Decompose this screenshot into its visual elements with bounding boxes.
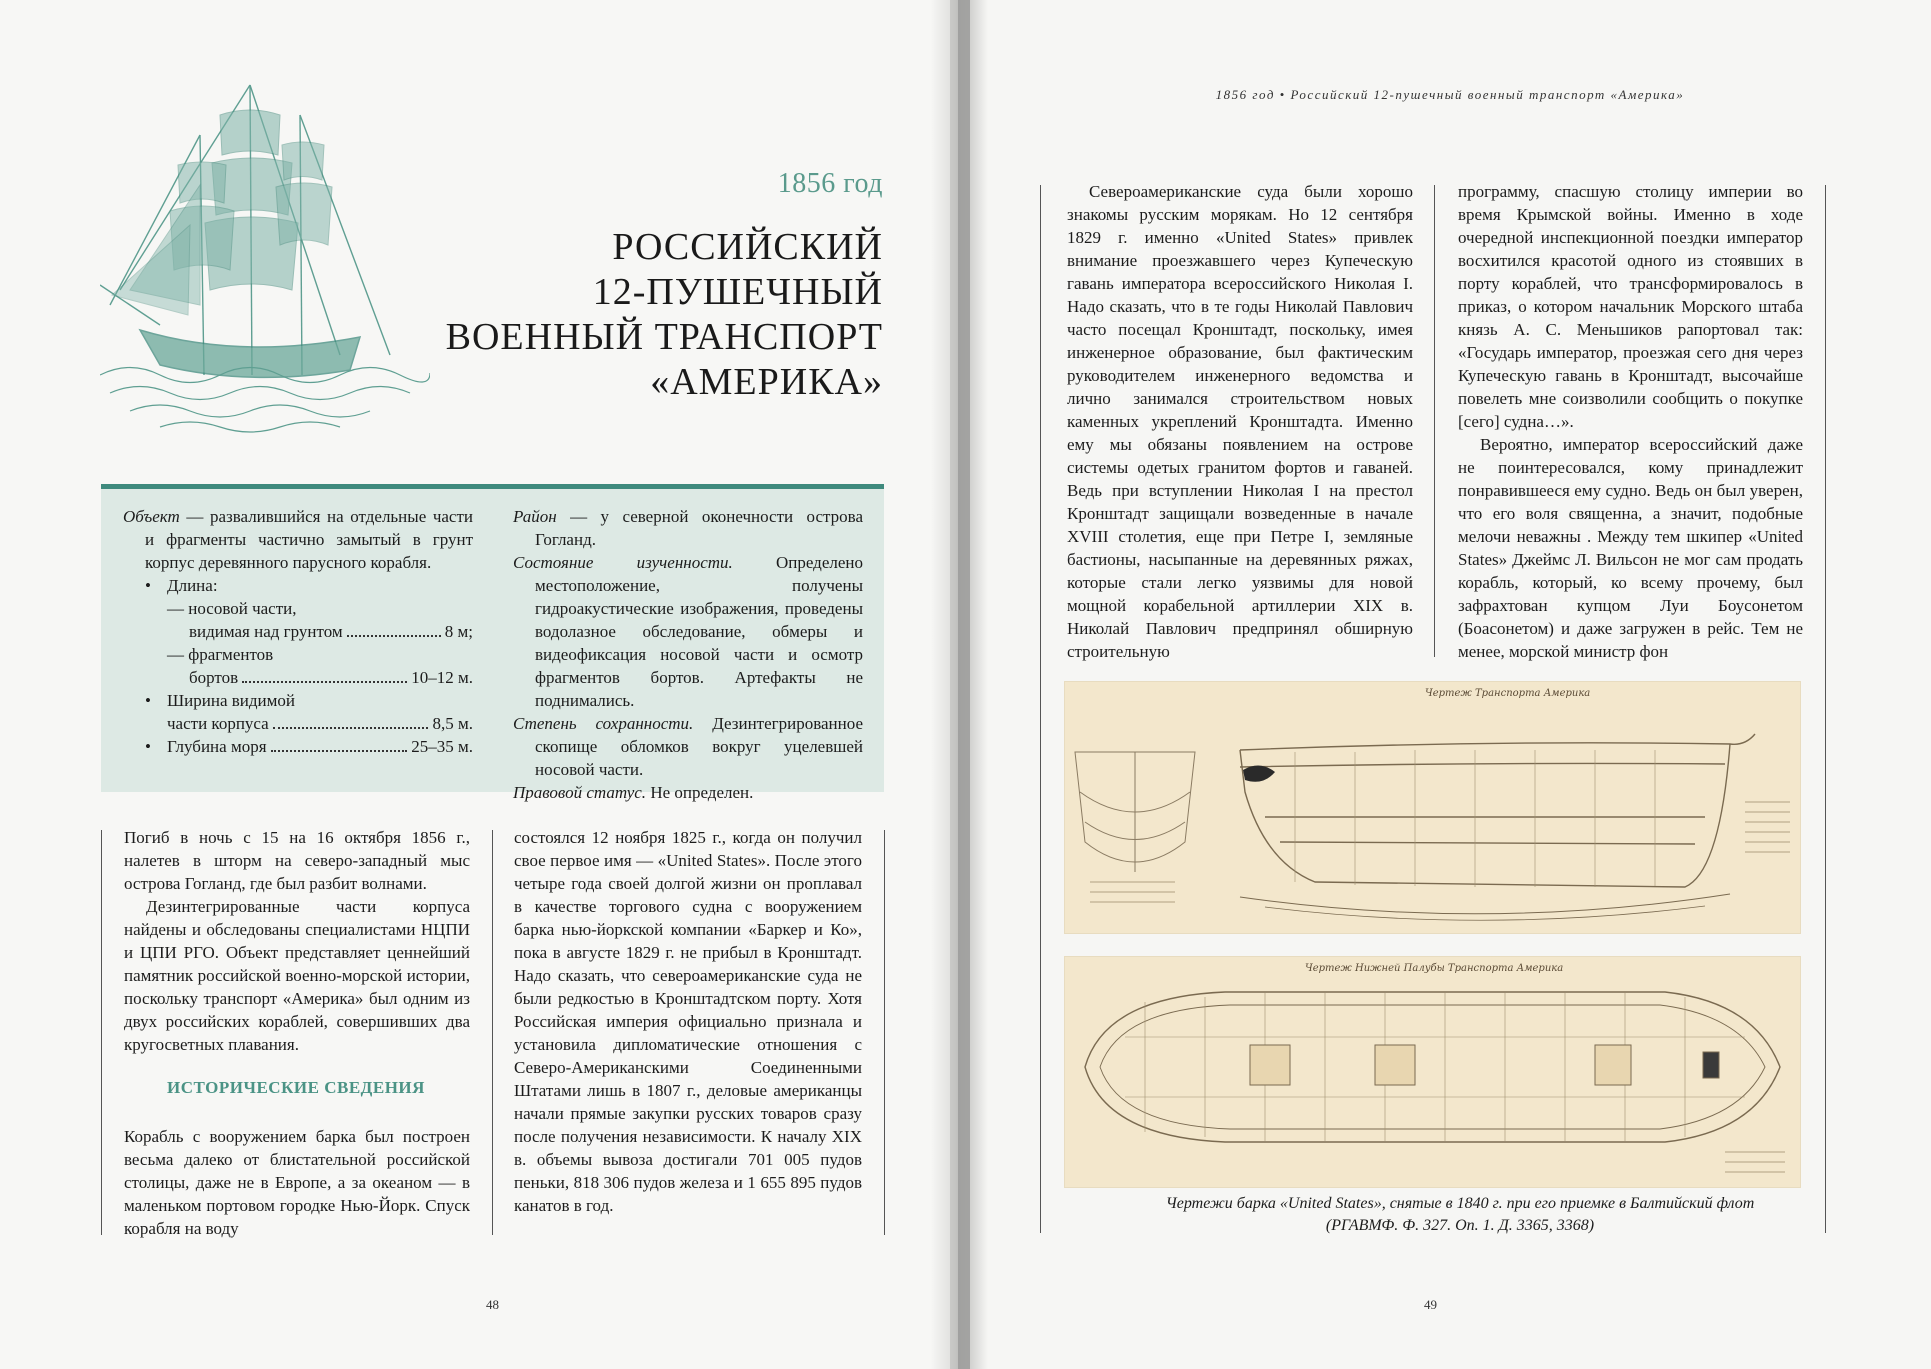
preservation-text: Дезинтегрированное скопище обломков вокруг уцелевшей носовой части. <box>535 714 864 779</box>
object-text: — развалившийся на отдельные части и фрагменты частично замытый в грунт корпус деревянного парусного корабля. <box>145 507 473 572</box>
frag-value: 10–12 м. <box>411 668 473 687</box>
width-line1: • Ширина видимой <box>123 689 473 712</box>
bow-value: 8 м; <box>444 622 473 641</box>
preservation-entry <box>513 712 863 781</box>
frag-length-row <box>123 666 473 689</box>
region-entry <box>513 505 863 551</box>
gutter-shadow <box>958 0 988 1369</box>
title-line: 12-ПУШЕЧНЫЙ <box>592 271 883 313</box>
paragraph: Североамериканские суда были хорошо знакомы русским морякам. Но 12 сентября 1829 г. именно «United States» привлек внимание проезжавшего через Купеческую гавань императора всероссийского Николая I. Надо сказать, что в те годы Николай Павлович часто посещал Кронштадт, поскольку, имея инженерное образование, был фактическим руководителем инженерного ведомства и лично занимался строительством новых каменных укреплений Кронштадта. Именно ему мы обязаны появлением на острове системы одетых гранитом фортов и гаваней. Ведь при вступлении Николая I на престол Кронштадт защищали возведенные в начале XVIII столетия, еще при Петре I, земляные бастионы, насыпанные на деревянных ряжах, которые стали легко уязвимы для новой мощной корабельной артиллерии XIX в. Николай Павлович предпринял обширную строительную <box>1067 182 1413 661</box>
deck-plan-drawing <box>1064 956 1801 1188</box>
paragraph: Вероятно, император всероссийский даже не поинтересовался, кому принадлежит понравившееся ему судно. Ведь он был уверен, что его воля священна, а значит, подобные мелочи неважны . Между тем шкипер «United States» Джеймс Л. Вильсон не мог сам продать корабль, который, ко всему прочему, был зафрахтован купцом Луи Боусонетом (Боасонетом) и даже загружен в рейс. Тем не менее, морской министр фон <box>1458 435 1803 661</box>
left-body-column-1 <box>124 826 470 1056</box>
chapter-title <box>363 225 883 405</box>
depth-row <box>123 735 473 758</box>
depth-label: • Глубина моря <box>167 737 267 756</box>
region-text: — у северной оконечности острова Гогланд. <box>535 507 863 549</box>
left-page <box>0 0 950 1369</box>
study-entry <box>513 551 863 712</box>
bow-length-row <box>123 620 473 643</box>
drawing-title: Чертеж Транспорта Америка <box>1425 688 1591 699</box>
left-body-column-1-cont <box>124 1125 470 1240</box>
region-label: Район <box>513 507 557 526</box>
column-rule <box>1825 185 1826 1233</box>
running-head: 1856 год • Российский 12-пушечный военный транспорт «Америка» <box>1215 87 1685 102</box>
paragraph: Погиб в ночь с 15 на 16 октября 1856 г., налетев в шторм на северо-западный мыс острова Гогланд, где был разбит волнами. <box>124 828 470 893</box>
drawing-title: Чертеж Нижней Палубы Транспорта Америка <box>1305 963 1564 974</box>
section-heading: ИСТОРИЧЕСКИЕ СВЕДЕНИЯ <box>167 1078 425 1097</box>
page-number: 48 <box>486 1297 499 1312</box>
width-value: 8,5 м. <box>432 714 473 733</box>
deck-plan-sketch <box>1065 957 1801 1188</box>
object-label: Объект <box>123 507 180 526</box>
paragraph: Дезинтегрированные части корпуса найдены и обследованы специалистами НЦПИ и ЦПИ РГО. Объект представляет ценнейший памятник российской военно-морской истории, поскольку транспорт «Америка» был одним из двух российских кораблей, совершивших два кругосветных плавания. <box>124 897 470 1054</box>
title-line: «АМЕРИКА» <box>650 361 883 403</box>
column-rule <box>1040 185 1041 1233</box>
column-rule <box>492 830 493 1235</box>
right-body-column-2 <box>1458 180 1803 663</box>
legal-label: Правовой статус. <box>513 783 647 802</box>
depth-value: 25–35 м. <box>411 737 473 756</box>
frag-line2: бортов <box>189 668 239 687</box>
caption-line: (РГАВМФ. Ф. 327. Оп. 1. Д. 3365, 3368) <box>1325 1217 1595 1234</box>
bow-line1: — носовой части, <box>167 599 297 618</box>
width-line2: части корпуса <box>167 714 269 733</box>
legal-text: Не определен. <box>646 783 754 802</box>
title-line: ВОЕННЫЙ ТРАНСПОРТ <box>445 316 883 358</box>
object-info-box <box>101 484 884 802</box>
paragraph: Корабль с вооружением барка был построен весьма далеко от блистательной российской столицы, даже не в Европе, а за океаном — в маленьком портовом городке Нью-Йорк. Спуск корабля на воду <box>124 1127 470 1238</box>
column-rule <box>1434 185 1435 657</box>
page-number: 49 <box>1424 1297 1437 1312</box>
length-label: • Длина: <box>123 574 473 597</box>
ship-profile-sketch <box>1065 682 1801 934</box>
bow-line2: видимая над грунтом <box>189 622 343 641</box>
column-rule <box>884 830 885 1235</box>
info-column-left <box>123 505 473 758</box>
object-entry <box>123 505 473 574</box>
column-rule <box>101 830 102 1235</box>
paragraph: программу, спасшую столицу империи во время Крымской войны. Именно в ходе очередной инспекционной поездки император восхитился красотой одного из стоявших в порту кораблей, что трансформировалось в приказ, о котором начальник Морского штаба князь А. С. Меньшиков рапортовал так: «Государь император, проезжая сего дня через Купеческую гавань в Кронштадт, высочайше повелеть мне соизволили сообщить о покупке [сего] судна…». <box>1458 182 1803 431</box>
study-label: Состояние изученности. <box>513 553 733 572</box>
caption-line: Чертежи барка «United States», снятые в 1840 г. при его приемке в Балтийский флот <box>1165 1195 1755 1212</box>
title-line: РОССИЙСКИЙ <box>612 226 883 268</box>
chapter-year: 1856 год <box>777 168 883 199</box>
frag-line1: — фрагментов <box>167 645 274 664</box>
left-body-column-2 <box>514 826 862 1217</box>
study-text: Определено местоположение, получены гидроакустические изображения, проведены водолазное обследование, обмеры и видеофиксация носовой части и осмотр фрагментов бортов. Артефакты не поднимались. <box>535 553 863 710</box>
legal-entry <box>513 781 863 804</box>
info-column-right <box>513 505 863 804</box>
ship-profile-drawing <box>1064 681 1801 934</box>
paragraph: состоялся 12 ноября 1825 г., когда он получил свое первое имя — «United States». После этого четыре года своей долгой жизни он проплавал в качестве торгового судна с вооружением барка нью-йоркской компании «Баркер и Ко», пока в августе 1829 г. не прибыл в Кронштадт. Надо сказать, что североамериканские суда не были редкостью в Кронштадтском порту. Хотя Российская империя официально признала и установила дипломатические отношения с Северо-Американскими Соединенными Штатами лишь в 1807 г., деловые американцы начали прямые закупки русских товаров сразу после получения независимости. К началу XIX в. объемы вывоза достигали 701 005 пудов пеньки, 818 306 пудов железа и 1 655 895 пудов канатов в год. <box>514 828 862 1215</box>
preservation-label: Степень сохранности. <box>513 714 694 733</box>
width-row <box>123 712 473 735</box>
figure-caption <box>1060 1193 1860 1237</box>
right-body-column-1 <box>1067 180 1413 663</box>
